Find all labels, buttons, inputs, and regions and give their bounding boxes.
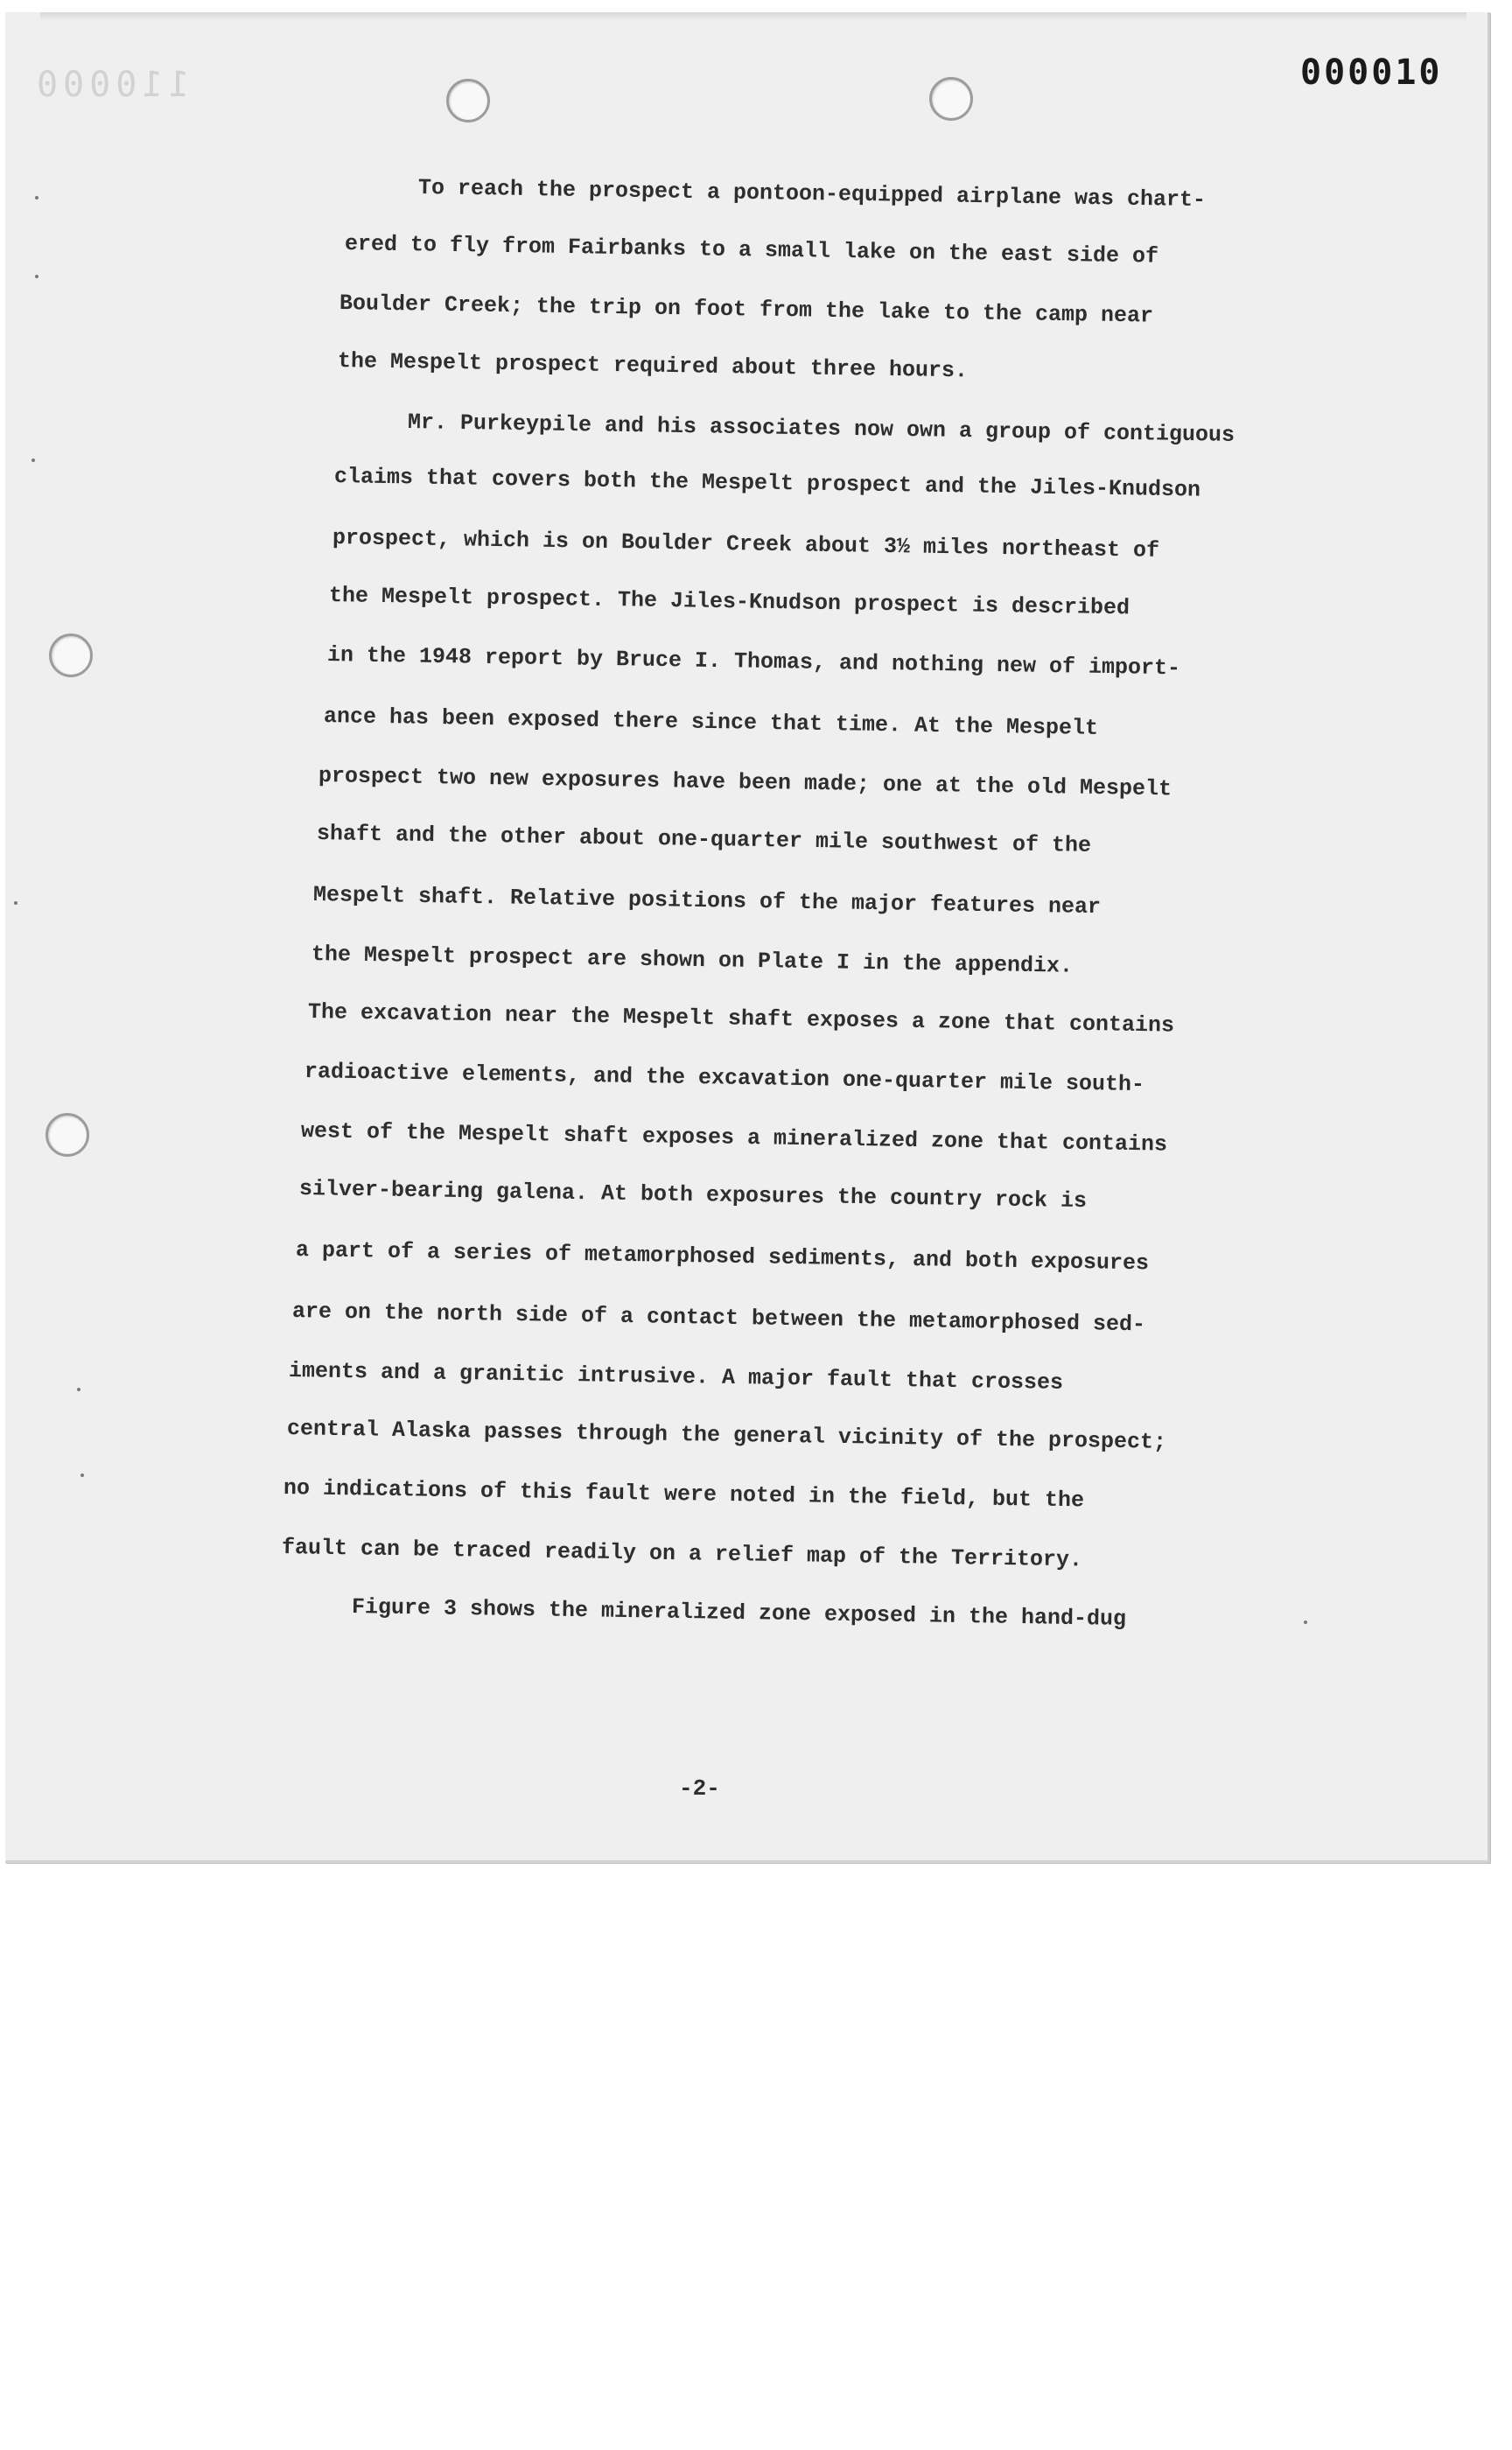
body-line: the Mespelt prospect. The Jiles-Knudson prospect is described: [328, 583, 1130, 621]
body-line: silver-bearing galena. At both exposures the country rock is: [298, 1176, 1088, 1214]
body-line: ance has been exposed there since that time. At the Mespelt: [323, 704, 1099, 741]
body-line: To reach the prospect a pontoon-equipped airplane was chart-: [417, 175, 1207, 214]
paper-speck: [80, 1474, 84, 1477]
punch-hole-left-lower: [46, 1113, 89, 1157]
paper-speck: [35, 196, 38, 200]
body-line: no indications of this fault were noted in the field, but the: [283, 1475, 1085, 1514]
body-line: The excavation near the Mespelt shaft exposes a zone that contains: [307, 999, 1175, 1039]
punch-hole-top-left: [446, 79, 490, 122]
bleed-through-number: 110000: [32, 65, 190, 105]
body-line: a part of a series of metamorphosed sediments, and both exposures: [295, 1237, 1150, 1277]
body-line: Mr. Purkeypile and his associates now own a group of contiguous: [407, 410, 1236, 448]
body-line: prospect, which is on Boulder Creek about 3½ miles northeast of: [332, 525, 1160, 564]
body-line: fault can be traced readily on a relief map of the Territory.: [281, 1535, 1083, 1573]
document-number: 000010: [1300, 52, 1443, 93]
body-line: in the 1948 report by Bruce I. Thomas, and nothing new of import-: [326, 642, 1181, 682]
paper-speck: [77, 1388, 80, 1391]
body-line: Mespelt shaft. Relative positions of the major features near: [312, 882, 1102, 920]
body-line: Figure 3 shows the mineralized zone exposed in the hand-dug: [351, 1594, 1127, 1632]
body-line: central Alaska passes through the general vicinity of the prospect;: [286, 1416, 1167, 1455]
body-line: ered to fly from Fairbanks to a small lake on the east side of: [344, 231, 1159, 270]
body-line: the Mespelt prospect required about three hours.: [337, 348, 969, 384]
page-top-shadow: [40, 12, 1466, 21]
punch-hole-top-right: [929, 77, 973, 121]
body-line: shaft and the other about one-quarter mile southwest of the: [316, 821, 1092, 858]
paper-speck: [14, 901, 18, 905]
body-line: Boulder Creek; the trip on foot from the lake to the camp near: [339, 290, 1154, 329]
punch-hole-left-upper: [49, 634, 93, 677]
body-line: radioactive elements, and the excavation one-quarter mile south-: [304, 1059, 1145, 1098]
page-number: -2-: [679, 1775, 720, 1802]
body-line: west of the Mespelt shaft exposes a mineralized zone that contains: [300, 1118, 1168, 1158]
paper-speck: [32, 458, 35, 462]
body-line: claims that covers both the Mespelt prospect and the Jiles-Knudson: [333, 464, 1201, 503]
body-line: prospect two new exposures have been made; one at the old Mespelt: [318, 763, 1172, 802]
body-line: the Mespelt prospect are shown on Plate I in the appendix.: [311, 942, 1074, 979]
paper-speck: [35, 275, 38, 278]
paper-speck: [1304, 1620, 1307, 1624]
body-line: iments and a granitic intrusive. A major fault that crosses: [288, 1358, 1064, 1396]
body-line: are on the north side of a contact between the metamorphosed sed-: [291, 1298, 1146, 1338]
document-page: [5, 12, 1490, 1863]
